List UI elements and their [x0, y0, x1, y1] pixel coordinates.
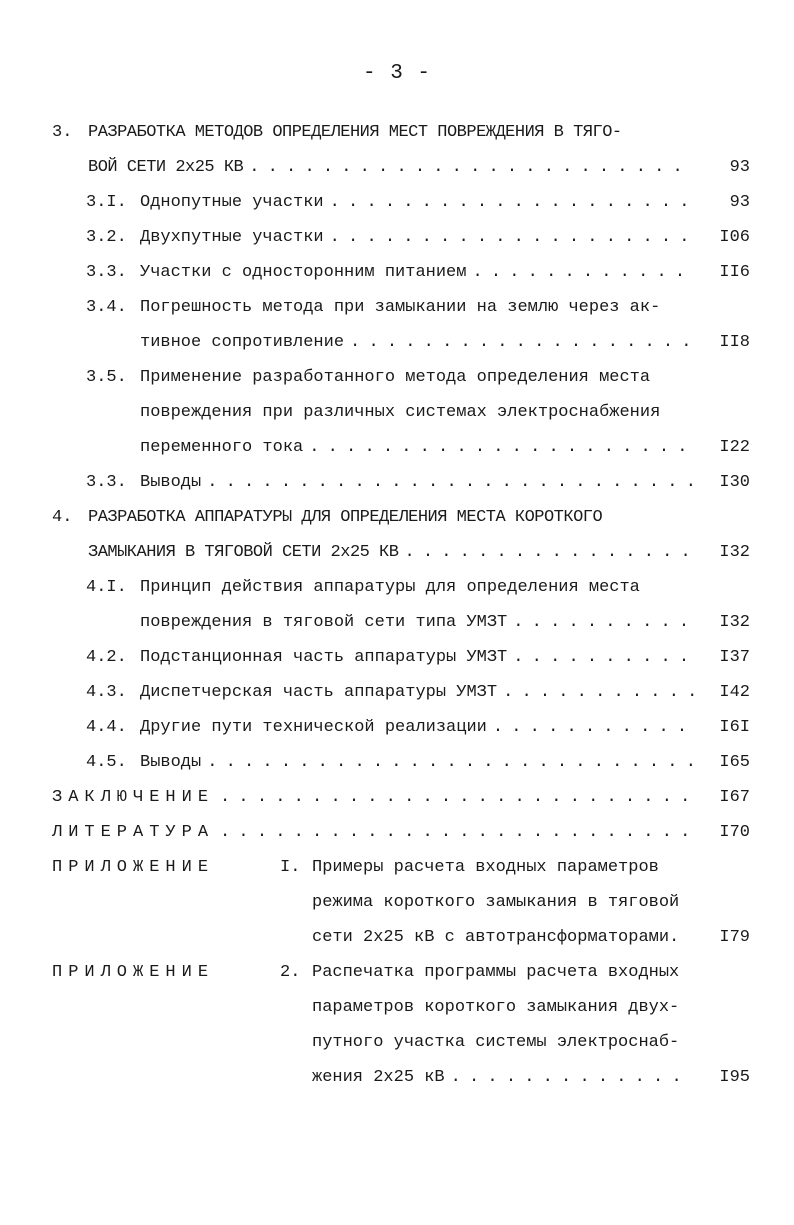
- toc-page-number: I22: [719, 438, 750, 457]
- toc-entry-number: 3.I.: [86, 193, 127, 212]
- toc-entry-number: 4.I.: [86, 578, 127, 597]
- appendix-title: параметров короткого замыкания двух-: [312, 998, 680, 1017]
- toc-entry-title: ВОЙ СЕТИ 2х25 КВ: [88, 158, 244, 177]
- toc-entry-title: Подстанционная часть аппаратуры УМЗТ: [140, 648, 508, 667]
- toc-entry: [140, 645, 700, 671]
- toc-section-title: РАЗРАБОТКА МЕТОДОВ ОПРЕДЕЛЕНИЯ МЕСТ ПОВРЕЖДЕНИЯ В ТЯГО-: [88, 123, 622, 142]
- page-number: - 3 -: [362, 62, 431, 85]
- toc-section-title: РАЗРАБОТКА АППАРАТУРЫ ДЛЯ ОПРЕДЕЛЕНИЯ МЕСТА КОРОТКОГО: [88, 508, 603, 527]
- literature-label: ЛИТЕРАТУРА: [52, 823, 215, 842]
- toc-entry-number: 4.5.: [86, 753, 127, 772]
- appendix-title: режима короткого замыкания в тяговой: [312, 893, 680, 912]
- toc-entry-title: Выводы: [140, 473, 202, 492]
- toc-page-number: I42: [719, 683, 750, 702]
- toc-entry: [140, 715, 700, 741]
- toc-entry-title: Двухпутные участки: [140, 228, 324, 247]
- dot-leader: [330, 190, 694, 216]
- toc-page-number: I37: [719, 648, 750, 667]
- toc-entry-number: 3.2.: [86, 228, 127, 247]
- toc-page-number: II8: [719, 333, 750, 352]
- toc-page-number: I32: [719, 543, 750, 562]
- toc-entry-number: 4.2.: [86, 648, 127, 667]
- appendix-title: Примеры расчета входных параметров: [312, 858, 659, 877]
- appendix-label: ПРИЛОЖЕНИЕ: [52, 963, 215, 982]
- toc-page-number: I95: [719, 1068, 750, 1087]
- toc-page-number: 93: [729, 158, 750, 177]
- appendix-title: сети 2х25 кВ с автотрансформаторами.: [312, 928, 680, 947]
- toc-literature: [52, 820, 700, 846]
- toc-page-number: II6: [719, 263, 750, 282]
- dot-leader: [513, 610, 694, 636]
- toc-entry: [140, 610, 700, 636]
- toc-entry-number: 3.4.: [86, 298, 127, 317]
- dot-leader: [207, 750, 694, 776]
- toc-entry-title: Другие пути технической реализации: [140, 718, 487, 737]
- toc-entry-title: Участки с односторонним питанием: [140, 263, 467, 282]
- appendix-number: 2.: [280, 963, 301, 982]
- toc-entry-title: Погрешность метода при замыкании на землю через ак-: [140, 298, 661, 317]
- dot-leader: [220, 820, 694, 846]
- toc-entry: [140, 750, 700, 776]
- toc-entry-number: 3.5.: [86, 368, 127, 387]
- toc-entry-title: ЗАМЫКАНИЯ В ТЯГОВОЙ СЕТИ 2х25 КВ: [88, 543, 399, 562]
- toc-page-number: I32: [719, 613, 750, 632]
- toc-page-number: I70: [719, 823, 750, 842]
- dot-leader: [330, 225, 694, 251]
- dot-leader: [350, 330, 694, 356]
- dot-leader: [503, 680, 694, 706]
- toc-page-number: I30: [719, 473, 750, 492]
- toc-entry: [140, 190, 700, 216]
- toc-entry-title: Применение разработанного метода определения места: [140, 368, 651, 387]
- toc-entry: [88, 155, 700, 181]
- toc-entry: [140, 470, 700, 496]
- toc-page-number: I79: [719, 928, 750, 947]
- toc-entry-title: Диспетчерская часть аппаратуры УМЗТ: [140, 683, 498, 702]
- toc-entry-number: 4.4.: [86, 718, 127, 737]
- toc-entry: [140, 260, 700, 286]
- dot-leader: [309, 435, 694, 461]
- toc-entry: [88, 540, 700, 566]
- appendix-title: путного участка системы электроснаб-: [312, 1033, 680, 1052]
- toc-entry: [140, 680, 700, 706]
- appendix-number: I.: [280, 858, 301, 877]
- toc-page-number: I67: [719, 788, 750, 807]
- toc-entry-title: Принцип действия аппаратуры для определения места: [140, 578, 640, 597]
- toc-entry: [140, 330, 700, 356]
- dot-leader: [513, 645, 694, 671]
- dot-leader: [451, 1065, 694, 1091]
- toc-entry-number: 3.3.: [86, 473, 127, 492]
- toc-entry-title: Выводы: [140, 753, 202, 772]
- toc-entry-number: 3.3.: [86, 263, 127, 282]
- dot-leader: [493, 715, 694, 741]
- toc-entry: [312, 1065, 700, 1091]
- dot-leader: [220, 785, 694, 811]
- toc-page-number: I06: [719, 228, 750, 247]
- toc-entry-title: Однопутные участки: [140, 193, 324, 212]
- dot-leader: [404, 540, 694, 566]
- dot-leader: [207, 470, 694, 496]
- toc-entry-title: переменного тока: [140, 438, 304, 457]
- toc-section-number: 4.: [52, 508, 73, 527]
- toc-entry: [140, 435, 700, 461]
- dot-leader: [472, 260, 694, 286]
- toc-entry-title: тивное сопротивление: [140, 333, 345, 352]
- toc-entry-number: 4.3.: [86, 683, 127, 702]
- toc-entry-title: повреждения в тяговой сети типа УМЗТ: [140, 613, 508, 632]
- appendix-title: жения 2х25 кВ: [312, 1068, 445, 1087]
- toc-entry-title: повреждения при различных системах электроснабжения: [140, 403, 661, 422]
- conclusion-label: ЗАКЛЮЧЕНИЕ: [52, 788, 215, 807]
- toc-page-number: 93: [729, 193, 750, 212]
- toc-entry: [140, 225, 700, 251]
- toc-page-number: I6I: [719, 718, 750, 737]
- toc-page-number: I65: [719, 753, 750, 772]
- dot-leader: [249, 155, 694, 181]
- toc-section-number: 3.: [52, 123, 73, 142]
- appendix-title: Распечатка программы расчета входных: [312, 963, 680, 982]
- appendix-label: ПРИЛОЖЕНИЕ: [52, 858, 215, 877]
- toc-conclusion: [52, 785, 700, 811]
